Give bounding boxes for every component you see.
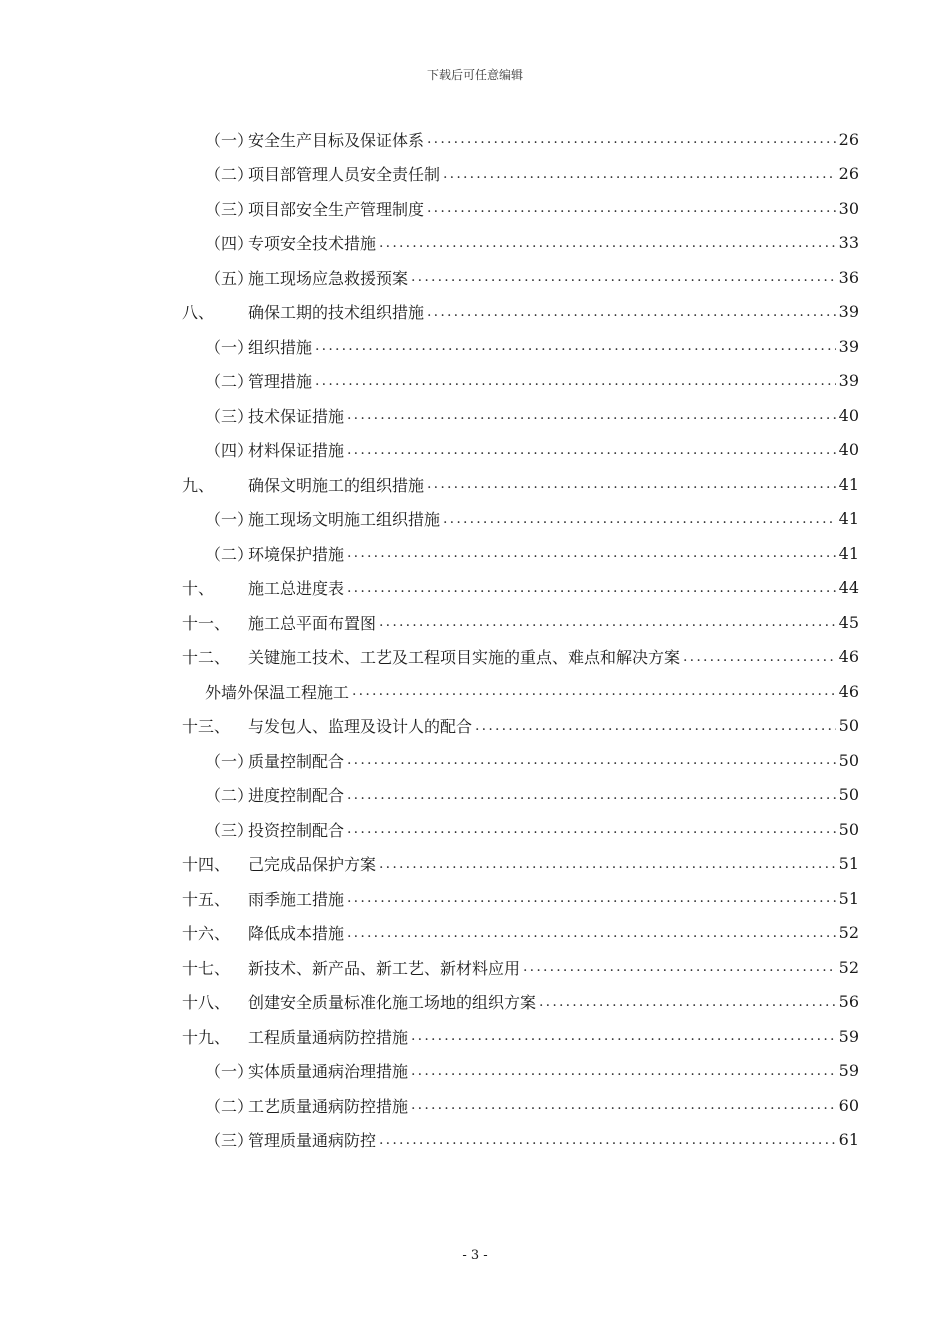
toc-entry-number: （二） <box>205 544 254 564</box>
toc-entry-number: 十七、 <box>182 958 231 978</box>
toc-entry-title: 确保工期的技术组织措施 <box>248 303 425 323</box>
toc-entry-page: 39 <box>838 302 859 322</box>
toc-entry-title: 组织措施 <box>248 337 313 357</box>
toc-entry[interactable] <box>182 295 859 330</box>
toc-entry[interactable] <box>182 778 859 813</box>
toc-entry-number: （一） <box>205 337 254 357</box>
toc-dot-leader <box>315 338 836 354</box>
toc-entry-number: （一） <box>205 130 254 150</box>
toc-entry[interactable] <box>182 191 859 226</box>
toc-dot-leader <box>347 925 836 941</box>
toc-entry-number: 十、 <box>182 579 215 599</box>
toc-entry[interactable] <box>182 709 859 744</box>
toc-entry[interactable] <box>182 329 859 364</box>
toc-entry-title: 施工现场文明施工组织措施 <box>248 510 441 530</box>
toc-entry-number: （三） <box>205 1131 254 1151</box>
toc-entry-title: 项目部管理人员安全责任制 <box>248 165 441 185</box>
toc-entry-title: 专项安全技术措施 <box>248 234 377 254</box>
toc-dot-leader <box>427 476 836 492</box>
toc-entry[interactable] <box>182 571 859 606</box>
toc-entry-page: 56 <box>838 992 859 1012</box>
toc-entry-page: 44 <box>838 578 859 598</box>
toc-entry-page: 52 <box>838 957 859 977</box>
toc-entry[interactable] <box>182 260 859 295</box>
toc-entry[interactable] <box>182 985 859 1020</box>
toc-entry-page: 40 <box>838 440 859 460</box>
toc-dot-leader <box>443 166 836 182</box>
toc-entry-title: 项目部安全生产管理制度 <box>248 199 425 219</box>
toc-entry[interactable] <box>182 916 859 951</box>
toc-dot-leader <box>347 580 836 596</box>
toc-entry-number: （一） <box>205 751 254 771</box>
toc-entry[interactable] <box>182 433 859 468</box>
toc-dot-leader <box>379 235 836 251</box>
page-header: 下载后可任意编辑 <box>426 68 523 82</box>
toc-entry-number: （一） <box>205 510 254 530</box>
toc-entry-title: 安全生产目标及保证体系 <box>248 130 425 150</box>
toc-entry[interactable] <box>182 467 859 502</box>
toc-entry-page: 61 <box>838 1130 859 1150</box>
toc-entry[interactable] <box>182 674 859 709</box>
toc-entry-number: （二） <box>205 372 254 392</box>
toc-entry[interactable] <box>182 1088 859 1123</box>
toc-entry-title: 技术保证措施 <box>248 406 345 426</box>
toc-entry-number: （三） <box>205 199 254 219</box>
toc-entry-title: 投资控制配合 <box>248 820 345 840</box>
toc-entry[interactable] <box>182 502 859 537</box>
toc-entry[interactable] <box>182 1054 859 1089</box>
toc-entry-title: 新技术、新产品、新工艺、新材料应用 <box>248 958 521 978</box>
toc-entry-title: 创建安全质量标准化施工场地的组织方案 <box>248 993 537 1013</box>
toc-dot-leader <box>475 718 836 734</box>
toc-entry-number: 八、 <box>182 303 215 323</box>
toc-entry-page: 50 <box>838 819 859 839</box>
toc-entry[interactable] <box>182 1019 859 1054</box>
toc-entry[interactable] <box>182 605 859 640</box>
toc-entry-number: （二） <box>205 165 254 185</box>
toc-dot-leader <box>411 1028 836 1044</box>
toc-entry-title: 工程质量通病防控措施 <box>248 1027 409 1047</box>
toc-dot-leader <box>427 200 836 216</box>
toc-dot-leader <box>352 683 836 699</box>
toc-entry-number: 十六、 <box>182 924 231 944</box>
toc-entry-title: 施工总进度表 <box>248 579 345 599</box>
toc-entry-page: 51 <box>838 854 859 874</box>
toc-entry-page: 52 <box>838 923 859 943</box>
toc-entry-page: 41 <box>838 543 859 563</box>
toc-entry-page: 50 <box>838 750 859 770</box>
toc-entry-page: 36 <box>838 267 859 287</box>
toc-entry-title: 己完成品保护方案 <box>248 855 377 875</box>
toc-entry[interactable] <box>182 640 859 675</box>
toc-entry-title: 与发包人、监理及设计人的配合 <box>248 717 473 737</box>
toc-dot-leader <box>523 959 836 975</box>
toc-dot-leader <box>427 304 836 320</box>
toc-dot-leader <box>411 1097 836 1113</box>
toc-entry-page: 50 <box>838 716 859 736</box>
toc-dot-leader <box>411 1063 836 1079</box>
toc-entry-title: 环境保护措施 <box>248 544 345 564</box>
toc-dot-leader <box>683 649 836 665</box>
toc-dot-leader <box>347 545 836 561</box>
toc-dot-leader <box>379 614 836 630</box>
toc-entry-number: 十五、 <box>182 889 231 909</box>
toc-entry[interactable] <box>182 743 859 778</box>
toc-entry[interactable] <box>182 226 859 261</box>
page-number: - 3 - <box>462 1248 488 1263</box>
toc-entry-title: 实体质量通病治理措施 <box>248 1062 409 1082</box>
toc-entry-page: 39 <box>838 336 859 356</box>
toc-entry-number: （二） <box>205 786 254 806</box>
toc-entry[interactable] <box>182 881 859 916</box>
toc-entry-page: 30 <box>838 198 859 218</box>
toc-entry-title: 管理措施 <box>248 372 313 392</box>
toc-dot-leader <box>315 373 836 389</box>
toc-entry-number: 十八、 <box>182 993 231 1013</box>
toc-entry-number: 十四、 <box>182 855 231 875</box>
toc-entry-title: 管理质量通病防控 <box>248 1131 377 1151</box>
toc-entry-title: 外墙外保温工程施工 <box>205 682 350 702</box>
toc-entry-number: 九、 <box>182 475 215 495</box>
toc-entry-number: （四） <box>205 441 254 461</box>
toc-entry-page: 41 <box>838 474 859 494</box>
toc-dot-leader <box>539 994 836 1010</box>
toc-entry-number: （四） <box>205 234 254 254</box>
toc-dot-leader <box>347 407 836 423</box>
toc-entry[interactable] <box>182 847 859 882</box>
toc-dot-leader <box>411 269 836 285</box>
toc-entry[interactable] <box>182 1123 859 1158</box>
toc-entry[interactable] <box>182 122 859 157</box>
toc-entry-title: 材料保证措施 <box>248 441 345 461</box>
toc-entry-page: 59 <box>838 1026 859 1046</box>
toc-entry-page: 45 <box>838 612 859 632</box>
toc-entry[interactable] <box>182 157 859 192</box>
toc-dot-leader <box>427 131 836 147</box>
toc-entry-page: 33 <box>838 233 859 253</box>
toc-dot-leader <box>347 442 836 458</box>
table-of-contents <box>182 122 859 1157</box>
toc-entry-number: （三） <box>205 820 254 840</box>
toc-entry[interactable] <box>182 536 859 571</box>
toc-entry-title: 工艺质量通病防控措施 <box>248 1096 409 1116</box>
toc-entry-title: 关键施工技术、工艺及工程项目实施的重点、难点和解决方案 <box>248 648 681 668</box>
toc-entry-number: 十三、 <box>182 717 231 737</box>
toc-entry-number: （一） <box>205 1062 254 1082</box>
toc-entry[interactable] <box>182 364 859 399</box>
toc-entry-title: 质量控制配合 <box>248 751 345 771</box>
toc-entry-title: 确保文明施工的组织措施 <box>248 475 425 495</box>
toc-entry-page: 59 <box>838 1061 859 1081</box>
toc-entry-number: （五） <box>205 268 254 288</box>
toc-entry-number: 十九、 <box>182 1027 231 1047</box>
toc-entry-page: 51 <box>838 888 859 908</box>
toc-entry[interactable] <box>182 950 859 985</box>
toc-entry[interactable] <box>182 398 859 433</box>
toc-entry-page: 39 <box>838 371 859 391</box>
toc-entry-title: 进度控制配合 <box>248 786 345 806</box>
toc-entry-title: 降低成本措施 <box>248 924 345 944</box>
toc-dot-leader <box>347 821 836 837</box>
toc-entry-page: 41 <box>838 509 859 529</box>
toc-entry-title: 施工总平面布置图 <box>248 613 377 633</box>
toc-entry-page: 26 <box>838 129 859 149</box>
toc-dot-leader <box>347 787 836 803</box>
toc-dot-leader <box>379 1132 836 1148</box>
toc-entry-page: 46 <box>838 647 859 667</box>
toc-entry-page: 46 <box>838 681 859 701</box>
toc-entry-page: 40 <box>838 405 859 425</box>
toc-entry-number: 十一、 <box>182 613 231 633</box>
toc-entry[interactable] <box>182 812 859 847</box>
toc-entry-title: 施工现场应急救援预案 <box>248 268 409 288</box>
toc-dot-leader <box>347 890 836 906</box>
toc-entry-number: （三） <box>205 406 254 426</box>
toc-entry-number: （二） <box>205 1096 254 1116</box>
toc-entry-title: 雨季施工措施 <box>248 889 345 909</box>
toc-entry-page: 26 <box>838 164 859 184</box>
toc-dot-leader <box>347 752 836 768</box>
toc-entry-number: 十二、 <box>182 648 231 668</box>
toc-dot-leader <box>379 856 836 872</box>
toc-entry-page: 50 <box>838 785 859 805</box>
toc-dot-leader <box>443 511 836 527</box>
toc-entry-page: 60 <box>838 1095 859 1115</box>
